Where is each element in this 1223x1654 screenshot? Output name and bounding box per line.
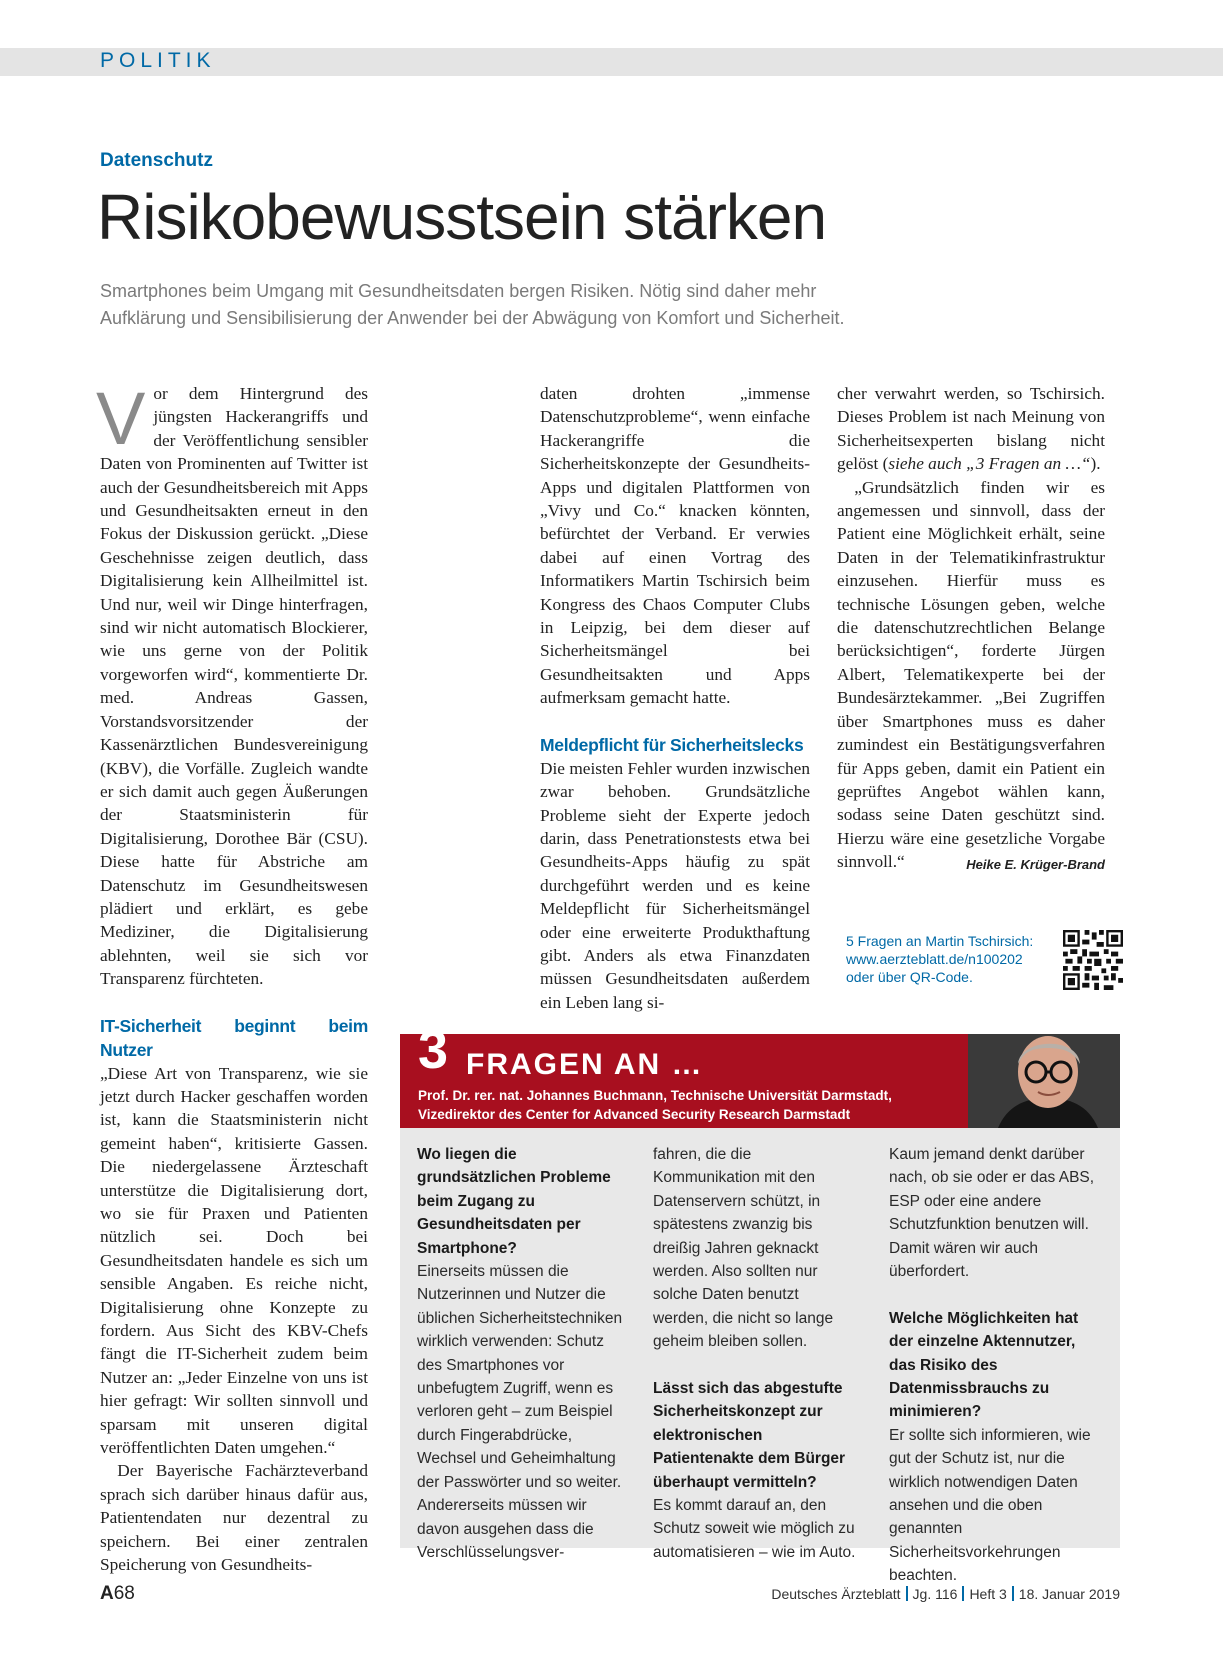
- portrait-photo: [968, 1034, 1120, 1128]
- info-line: oder über QR-Code.: [846, 969, 973, 985]
- answer: fahren, die die Kommunikation mit den Datenservern schützt, in spätestens zwanzig bis dreißig Jahren geknackt werden. Also sollten nur solche Daten benutzt werden, die nicht so lange geheim bleiben sollen.: [653, 1146, 834, 1351]
- paragraph: [837, 476, 1105, 874]
- info-link[interactable]: www.aerzteblatt.de/n100202: [846, 951, 1023, 967]
- drop-cap: V: [96, 377, 146, 460]
- journal-name: Deutsches Ärzteblatt: [771, 1586, 901, 1602]
- interview-column-1: [417, 1143, 625, 1564]
- article-title: Risikobewusstsein stärken: [97, 181, 827, 253]
- article-lead: [100, 278, 930, 332]
- portrait-illustration: [968, 1034, 1120, 1128]
- journal-date: 18. Januar 2019: [1018, 1586, 1120, 1602]
- article-column-1: [96, 377, 368, 1577]
- interview-header: [400, 1020, 968, 1128]
- qr-code-icon[interactable]: [1063, 930, 1123, 990]
- question: Welche Möglichkeiten hat der einzelne Aktennutzer, das Risiko des Datenmissbrauchs zu minimieren?: [889, 1309, 1079, 1421]
- answer: Er sollte sich informieren, wie gut der Schutz ist, nur die wirklich notwendigen Daten ansehen und die oben genannten Sicherheitsvorkehrungen beachten.: [889, 1426, 1091, 1585]
- subheading: IT-Sicherheit beginnt beim Nutzer: [100, 1015, 368, 1060]
- paragraph: daten drohten „immense Datenschutzprobleme“, wenn einfache Hackerangriffe die Sicherheitskonzepte der Gesundheits-Apps und digitalen Plattformen von „Vivy und Co.“ knacken könnten, befürchtet der Verband. Er verwies dabei auf einen Vortrag des Informatikers Martin Tschirsich beim Kongress des Chaos Computer Clubs in Leipzig, bei dem dieser auf Sicherheitsmängel bei Gesundheitsakten und Apps aufmerksam gemacht hatte.: [540, 384, 810, 708]
- spacer: [889, 1283, 1097, 1306]
- paragraph: [837, 382, 1105, 476]
- info-line: 5 Fragen an Martin Tschirsich:: [846, 933, 1034, 949]
- interview-column-3: [889, 1143, 1097, 1588]
- separator: [962, 1586, 964, 1601]
- spacer: [653, 1354, 858, 1377]
- page-number-value: 68: [113, 1583, 135, 1604]
- paragraph-text: „Grundsätzlich finden wir es angemessen und sinnvoll, dass der Patient eine Möglichkeit erhält, seine Daten in der Telematikinfrastruktur einzusehen. Hierfür muss es technische Lösungen geben, welche die datenschutzrechtlichen Belange berücksichtigen“, forderte Jürgen Albert, Telematikexperte bei der Bundesärztekammer. „Bei Zugriffen über Smartphones muss es daher zumindest ein Bestätigungsverfahren für Apps geben, damit ein Patient ein geprüftes Angebot wählen kann, sodass seine Daten geschützt sind. Hierzu wäre eine gesetzliche Vorgabe sinnvoll.“: [837, 477, 1105, 872]
- article-column-3: [837, 382, 1105, 877]
- answer: Kaum jemand denkt darüber nach, ob sie oder er das ABS, ESP oder eine andere Schutzfunktion benutzen will. Damit wären wir auch überfordert.: [889, 1146, 1095, 1281]
- separator: [906, 1586, 908, 1601]
- paragraph-text: ).: [1090, 454, 1101, 474]
- article-kicker: Datenschutz: [100, 150, 213, 171]
- separator: [1012, 1586, 1014, 1601]
- cross-reference: siehe auch „3 Fragen an …“: [888, 454, 1091, 474]
- lead-line-2: Aufklärung und Sensibilisierung der Anwender bei der Abwägung von Komfort und Sicherheit.: [100, 308, 845, 328]
- answer: Es kommt darauf an, den Schutz soweit wie möglich zu automatisieren – wie im Auto.: [653, 1497, 856, 1561]
- author-byline: Heike E. Krüger-Brand: [966, 857, 1105, 873]
- interview-column-2: [653, 1143, 858, 1564]
- paragraph: Der Bayerische Fachärzteverband sprach sich darüber hinaus dafür aus, Patientendaten nur dezentral zu speichern. Bei einer zentralen Speicherung von Gesundheits-: [100, 1461, 368, 1575]
- interview-title: FRAGEN AN …: [466, 1048, 704, 1081]
- question: Lässt sich das abgestufte Sicherheitskonzept zur elektronischen Patientenakte dem Bürger überhaupt vermitteln?: [653, 1380, 846, 1491]
- paragraph: [96, 377, 368, 991]
- lead-line-1: Smartphones beim Umgang mit Gesundheitsdaten bergen Risiken. Nötig sind daher mehr: [100, 281, 817, 301]
- paragraph-text: or dem Hintergrund des jüngsten Hackerangriffs und der Veröffentlichung sensibler Daten von Prominenten auf Twitter ist auch der Gesundheitsbereich mit Apps und Gesundheitsakten erneut in den Fokus der Diskussion gerückt. „Diese Geschehnisse zeigen deutlich, dass Digitalisierung kein Allheilmittel ist. Und nur, weil wir Dinge hinterfragen, sind wir nicht automatisch Blockierer, wie uns gerne von der Politik vorgeworfen wird“, kommentierte Dr. med. Andreas Gassen, Vorstandsvorsitzender der Kassenärztlichen Bundesvereinigung (KBV), die Vorfälle. Zugleich wandte er sich damit auch gegen Äußerungen der Staatsministerin für Digitalisierung, Dorothee Bär (CSU). Diese hatte für Abstriche am Datenschutz im Gesundheitswesen plädiert und erklärt, es gebe Mediziner, die Digitalisierung ablehnten, weil sie sich vor Transparenz fürchteten.: [100, 384, 368, 989]
- paragraph-text: cher verwahrt werden, so Tschirsich. Dieses Problem ist nach Meinung von Sicherheitsexperten bislang nicht gelöst (: [837, 384, 1105, 474]
- article-column-2: [540, 382, 810, 1014]
- page-prefix: A: [100, 1583, 114, 1604]
- journal-footer: [771, 1586, 1120, 1602]
- qr-info: [846, 932, 1056, 986]
- journal-issue: Heft 3: [969, 1586, 1007, 1602]
- page-number: [100, 1583, 135, 1605]
- paragraph: Die meisten Fehler wurden inzwischen zwar behoben. Grundsätzliche Probleme sieht der Experte jedoch darin, dass Penetrationstests etwa bei Gesundheits-Apps häufig zu spät durchgeführt werden und es keine Meldepflicht für Sicherheitsmängel oder eine erweiterte Produkthaftung gibt. Anders als etwa Finanzdaten müssen Gesundheitsdaten außerdem ein Leben lang si-: [540, 758, 810, 1012]
- interview-subtitle: [418, 1086, 958, 1124]
- paragraph: „Diese Art von Transparenz, wie sie jetzt durch Hacker geschaffen worden ist, kann die Staatsministerin nicht gemeint haben“, kritisierte Gassen. Die niedergelassene Ärzteschaft unterstütze die Digitalisierung dort, wo sie für Praxen und Patienten nützlich sei. Doch bei Gesundheitsdaten handele es sich um sensible Angaben. Es reiche nicht, Digitalisierung ohne Konzepte zu fordern. Aus Sicht des KBV-Chefs fängt die IT-Sicherheit zudem beim Nutzer an: „Jeder Einzelne von uns ist hier gefragt: Wir sollten sinnvoll und sparsam mit unseren digital veröffentlichten Daten umgehen.“: [100, 1063, 368, 1458]
- journal-volume: Jg. 116: [912, 1586, 958, 1602]
- interview-body: [400, 1128, 1120, 1585]
- question: Wo liegen die grundsätzlichen Probleme beim Zugang zu Gesundheitsdaten per Smartphone?: [417, 1146, 611, 1257]
- answer: Einerseits müssen die Nutzerinnen und Nutzer die üblichen Sicherheitstechniken wirklich verwenden: Schutz des Smartphones vor unbefugtem Zugriff, wenn es verloren geht – zum Beispiel durch Fingerabdrücke, Wechsel und Geheimhaltung der Passwörter und so weiter. Andererseits müssen wir davon ausgehen dass die Verschlüsselungsver-: [417, 1263, 623, 1561]
- subtitle-line-1: Prof. Dr. rer. nat. Johannes Buchmann, Technische Universität Darmstadt,: [418, 1088, 892, 1103]
- subtitle-line-2: Vizedirektor des Center for Advanced Security Research Darmstadt: [418, 1107, 851, 1122]
- interview-number: 3: [418, 1020, 449, 1080]
- subheading: Meldepflicht für Sicherheitslecks: [540, 734, 804, 755]
- section-label: POLITIK: [100, 49, 216, 72]
